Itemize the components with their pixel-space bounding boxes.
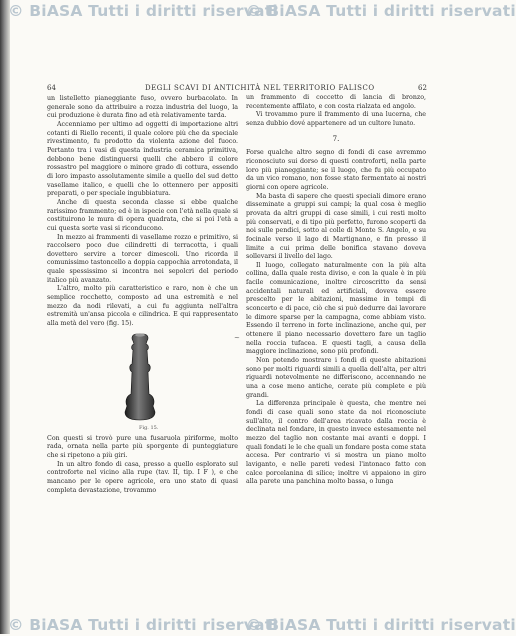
paragraph: un listelletto pianeggiante fuso, ovvero burbacolato. In generale sono da attribuire a rozza industria del luogo, la cui produzione è durata fino ad età relativamente tarda. — [47, 95, 238, 120]
page-number-right: 62 — [418, 84, 427, 92]
paragraph: La differenza principale è questa, che mentre nei fondi di case quali sono state da noi riconosciute sull'alto, il contro dell'area ricavato dalla roccia è declinata nel fondare, in questo invece estesamente nel mezzo del taglio non costante mai avanti e doppi. I quali fondati le le che quali un fondare posta come stata accesa. Per contrario vi si mostra un piano molto laviganto, e nelle pareti vedesi l'intonaco fatto con calce porcelanina di silice; inoltre vi appaiono in giro alla parete una panchina molto bassa, o lunga — [246, 400, 427, 486]
right-text-column — [246, 94, 426, 487]
paragraph: un frammento di coccetto di lancia di bronzo, recentemente affilato, e con costa rialzata ed angolo. — [246, 94, 426, 110]
left-text-column — [47, 95, 238, 495]
watermark-bottom-left: © BiASA Tutti i diritti riservati — [8, 616, 278, 634]
figure-15 — [47, 332, 238, 432]
paragraph: In mezzo ai frammenti di vasellame rozzo e primitivo, si raccolsero poco due cilindretti di terracotta, i quali dovettero servire a torcer dimescoli. Uno ricorda il comunissimo tastoncello a doppia cappochia arrotondata, il quale spessissimo si incontra nei sepolcri del periodo italico più avanzato. — [47, 233, 238, 284]
watermark-bottom-right: © BiASA Tutti i diritti riservati — [246, 616, 516, 634]
paragraph: L'altro, molto più caratteristico e raro, non è che un semplice rocchetto, composto ad una estremità e nel mezzo da nodi rilevati, a cui fu aggiunta nell'altra estremità un'ansa piccola e cilindrica. E qui rappresentato alla metà del vero (fig. 15). — [47, 285, 238, 328]
paragraph: Accenniamo per ultimo ad oggetti di importazione altri cotanti di Riello recenti, il quale colore più che da speciale rivestimento, fu prodotto da violenta azione del fuoco. Pertanto tra i vasi di questa industria ceramica primitiva, debbono bene distinguersi quelli che abbero il colore rossastro pel maggiore o minore grado di cottura, essendo di loro impasto assolutamente simile a quello del sud detto vasellame italico, e quelli che lo ottennero per appositi preparati, o per speciale ingubbiatura. — [47, 120, 238, 198]
paragraph: Con questi si trovò pure una fusaruola piriforme, molto rada, ornata nella parte più sporgente di punteggiature che si ripetono a più giri. — [47, 434, 238, 460]
figure-caption: Fig. 15. — [139, 424, 159, 431]
watermark-top-left: © BiASA Tutti i diritti riservati — [8, 2, 278, 20]
section-number: 7. — [332, 134, 340, 143]
paragraph: Il luogo, collegato naturalmente con la più alta collina, dalla quale resta diviso, e con la quale è in più facile comunicazione, inoltre circoscritto da sensi accidentali naturali ed artificiali, doveva essere prescelto per le abitazioni, massime in tempi di sconcerto e di pace, ciò che si può dedurre dai lavorare le dimore sparse per la campagna, come abbiam visto. Essendo il terreno in forte inclinazione, anche qui, per ottenere il piano necessario dovettero fare un taglio nella roccia tufacea. E questi tagli, a causa della maggiore inclinazione, sono più profondi. — [246, 261, 426, 356]
book-spine-shadow — [0, 0, 10, 634]
paragraph: Forse qualche altro segno di fondi di case avremmo riconosciuto sui dorso di questi controforti, nella parte loro più pianeggiante; se il luogo, che fu più occupato da un vico romano, non fosse stato fermentato ai nostri giorni con opere agricole. — [246, 149, 426, 191]
page-number-left: 64 — [47, 84, 56, 92]
paragraph: In un altro fondo di casa, presso a quello esplorato sul controforte nel vicino alla rupe (tav. II, tip. I F ), e che mancano per le opere agricole, era uno stato di quasi completa devastazione, trovammo — [47, 460, 238, 494]
paragraph: Vi trovammo pure il frammento di una lucerna, che senza dubbio dové appartenere ad un cultore lunato. — [246, 111, 426, 127]
paragraph: Anche di questa seconda classe si ebbe qualche rarissimo frammento; ed è in ispecie con l'età nella quale si costituirono le mura di opera quadrata, che si poi l'età a cui questa sorte vasi si riconducono. — [47, 198, 238, 232]
running-title: DEGLI SCAVI DI ANTICHITÀ NEL TERRITORIO FALISCO — [145, 84, 375, 92]
paragraph: Ma basta di sapere che questi speciali dimore erano disseminate a gruppi sui campi; la qual cosa è meglio provata da altri gruppi di case simili, i cui resti molto più conservati, e di tipo più perfetto, furono scoperti da noi sulle pendici, sotto al colle di Monte S. Angelo, e su focinale verso il lago di Martignano, e fin presso il limite a cui prima delle bonifica stavano doveva sollevarsi il livello del lago. — [246, 192, 426, 261]
spool-artifact-illustration — [117, 332, 163, 422]
watermark-top-right: © BiASA Tutti i diritti riservati — [246, 2, 516, 20]
margin-mark: ~ — [234, 334, 240, 342]
paragraph: Non potendo mostrare i fondi di queste abitazioni sono per molti riguardi simili a quella dell'alta, per altri riguardi notevolmente ne differiscono, accennando ne una a cose meno antiche, cerate più complete e più grandi. — [246, 357, 426, 399]
